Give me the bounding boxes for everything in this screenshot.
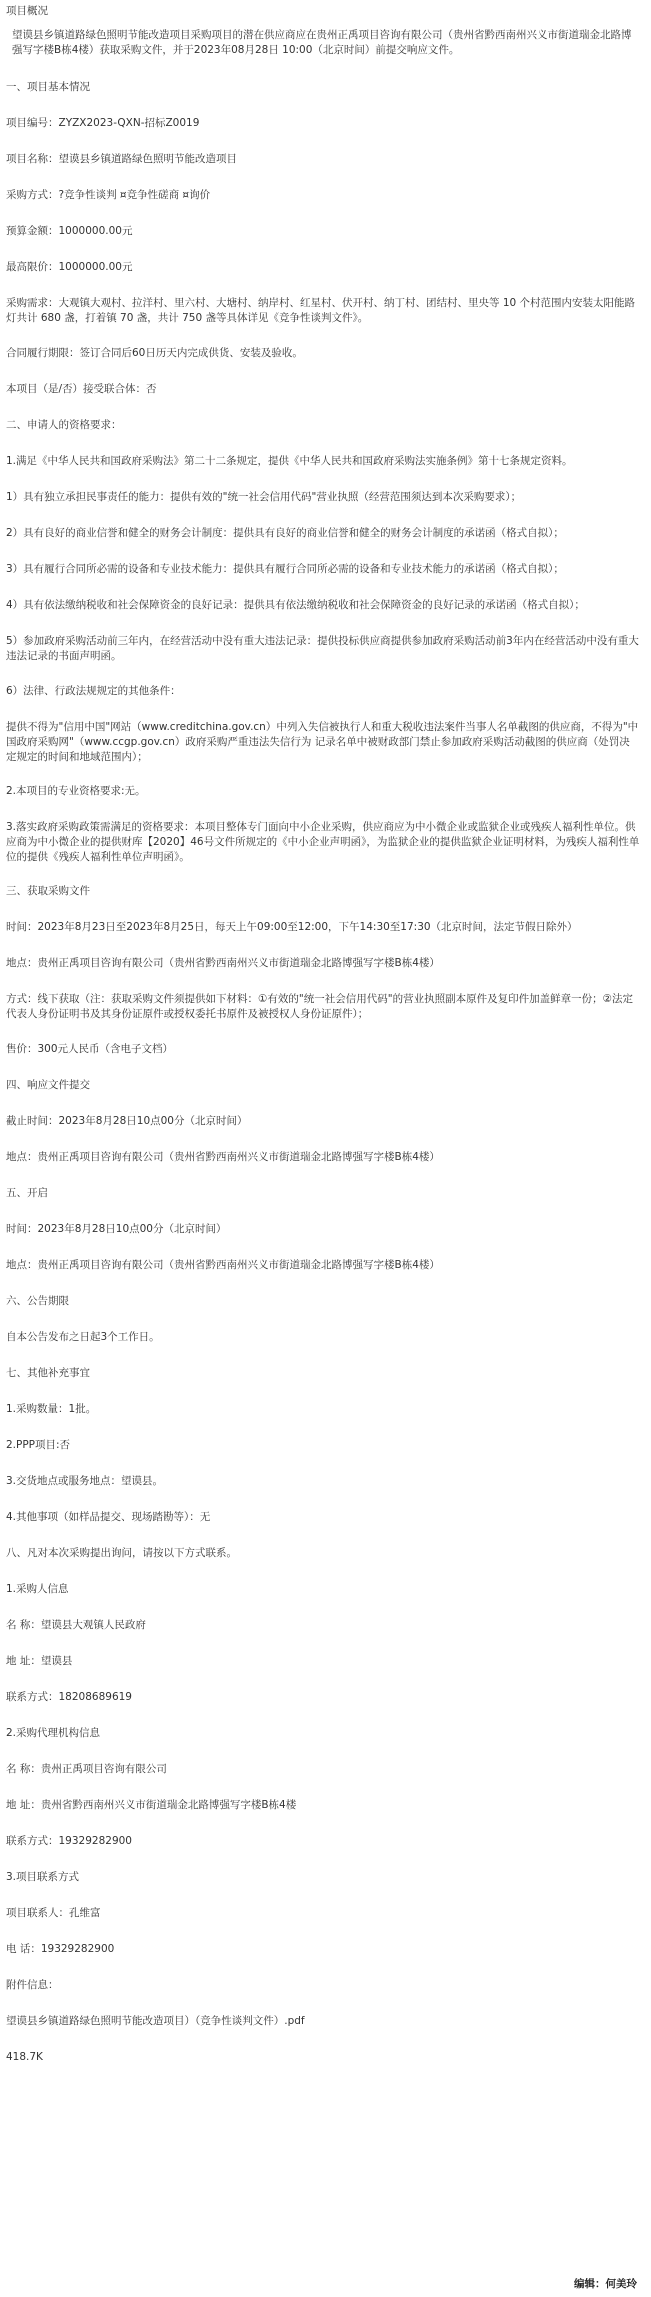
budget-amount: 预算金额：1000000.00元 [6, 225, 133, 237]
ppp-project: 2.PPP项目:否 [6, 1439, 71, 1451]
max-price: 最高限价：1000000.00元 [6, 261, 133, 273]
doc-title: 项目概况 [6, 5, 48, 17]
project-number: 项目编号：ZYZX2023-QXN-招标Z0019 [6, 117, 200, 129]
section-heading-8: 八、凡对本次采购提出询问，请按以下方式联系。 [6, 1547, 237, 1559]
agency-info-heading: 2.采购代理机构信息 [6, 1727, 101, 1739]
section-heading-7: 七、其他补充事宜 [6, 1367, 90, 1379]
qualification-1-5: 5）参加政府采购活动前三年内，在经营活动中没有重大违法记录：提供投标供应商提供参加政府采购活动前3年内在经营活动中没有重大违法记录的书面声明函。 [6, 635, 639, 663]
section-heading-1: 一、项目基本情况 [6, 81, 90, 93]
project-name: 项目名称：望谟县乡镇道路绿色照明节能改造项目 [6, 153, 237, 165]
qualification-1-6: 6）法律、行政法规规定的其他条件： [6, 685, 181, 697]
procurement-method: 采购方式：?竞争性谈判 ¤竞争性磋商 ¤询价 [6, 189, 211, 201]
purchaser-name: 名 称：望谟县大观镇人民政府 [6, 1619, 146, 1631]
attachment-size: 418.7K [6, 2051, 43, 2063]
project-contact-heading: 3.项目联系方式 [6, 1871, 80, 1883]
qualification-1: 1.满足《中华人民共和国政府采购法》第二十二条规定，提供《中华人民共和国政府采购法实施条例》第十七条规定资料。 [6, 455, 573, 467]
attachment-link[interactable]: 望谟县乡镇道路绿色照明节能改造项目）（竞争性谈判文件）.pdf [6, 2015, 305, 2027]
editor-credit [574, 2277, 637, 2292]
overview-paragraph: 望谟县乡镇道路绿色照明节能改造项目采购项目的潜在供应商应在贵州正禹项目咨询有限公司（贵州省黔西南州兴义市街道瑞金北路博强写字楼B栋4楼）获取采购文件，并于2023年08月28日 10:00（北京时间）前提交响应文件。 [12, 29, 632, 57]
opening-time: 时间：2023年8月28日10点00分（北京时间） [6, 1223, 227, 1235]
purchaser-address: 地 址：望谟县 [6, 1655, 73, 1667]
other-matters: 4.其他事项（如样品提交、现场踏勘等）：无 [6, 1511, 211, 1523]
qualification-1-3: 3）具有履行合同所必需的设备和专业技术能力：提供具有履行合同所必需的设备和专业技术能力的承诺函（格式自拟）； [6, 563, 564, 575]
document-time: 时间：2023年8月23日至2023年8月25日，每天上午09:00至12:00，下午14:30至17:30（北京时间，法定节假日除外） [6, 921, 578, 933]
section-heading-2: 二、申请人的资格要求： [6, 419, 122, 431]
document-location: 地点：贵州正禹项目咨询有限公司（贵州省黔西南州兴义市街道瑞金北路博强写字楼B栋4楼） [6, 957, 440, 969]
submission-deadline: 截止时间：2023年8月28日10点00分（北京时间） [6, 1115, 248, 1127]
editor-name: 何美玲 [605, 2278, 637, 2290]
purchaser-contact: 联系方式：18208689619 [6, 1691, 132, 1703]
document-price: 售价：300元人民币（含电子文档） [6, 1043, 174, 1055]
section-heading-4: 四、响应文件提交 [6, 1079, 90, 1091]
opening-location: 地点：贵州正禹项目咨询有限公司（贵州省黔西南州兴义市街道瑞金北路博强写字楼B栋4楼） [6, 1259, 440, 1271]
agency-name: 名 称：贵州正禹项目咨询有限公司 [6, 1763, 167, 1775]
consortium-accepted: 本项目（是/否）接受联合体：否 [6, 383, 157, 395]
editor-label: 编辑： [574, 2278, 606, 2290]
contract-period: 合同履行期限：签订合同后60日历天内完成供货、安装及验收。 [6, 347, 303, 359]
procurement-quantity: 1.采购数量：1批。 [6, 1403, 97, 1415]
attachment-heading: 附件信息： [6, 1979, 59, 1991]
section-heading-3: 三、获取采购文件 [6, 885, 90, 897]
submission-location: 地点：贵州正禹项目咨询有限公司（贵州省黔西南州兴义市街道瑞金北路博强写字楼B栋4楼） [6, 1151, 440, 1163]
agency-address: 地 址：贵州省黔西南州兴义市街道瑞金北路博强写字楼B栋4楼 [6, 1799, 297, 1811]
project-contact-person: 项目联系人：孔维富 [6, 1907, 101, 1919]
section-heading-5: 五、开启 [6, 1187, 48, 1199]
section-heading-6: 六、公告期限 [6, 1295, 69, 1307]
purchaser-info-heading: 1.采购人信息 [6, 1583, 69, 1595]
agency-contact: 联系方式：19329282900 [6, 1835, 132, 1847]
document-method: 方式：线下获取（注：获取采购文件须提供如下材料：①有效的"统一社会信用代码"的营业执照副本原件及复印件加盖鲜章一份；②法定代表人身份证明书及其身份证原件或授权委托书原件及被授权人身份证原件）； [6, 993, 633, 1021]
procurement-demand: 采购需求：大观镇大观村、拉洋村、里六村、大塘村、纳岸村、红星村、伏开村、纳丁村、团结村、里央等 10 个村范围内安装太阳能路灯共计 680 盏，打着镇 70 盏，共计 750 盏等具体详见《竞争性谈判文件》。 [6, 297, 636, 325]
qualification-1-1: 1）具有独立承担民事责任的能力：提供有效的"统一社会信用代码"营业执照（经营范围须达到本次采购要求）； [6, 491, 522, 503]
qualification-3: 3.落实政府采购政策需满足的资格要求：本项目整体专门面向中小企业采购，供应商应为中小微企业或监狱企业或残疾人福利性单位。供应商为中小微企业的提供财库【2020】46号文件所规定的《中小企业声明函》，为监狱企业的提供监狱企业证明材料，为残疾人福利性单位的提供《残疾人福利性单位声明函》。 [6, 821, 640, 864]
notice-period: 自本公告发布之日起3个工作日。 [6, 1331, 160, 1343]
qualification-1-4: 4）具有依法缴纳税收和社会保障资金的良好记录：提供具有依法缴纳税收和社会保障资金的良好记录的承诺函（格式自拟）； [6, 599, 585, 611]
delivery-location: 3.交货地点或服务地点：望谟县。 [6, 1475, 164, 1487]
project-contact-phone: 电 话：19329282900 [6, 1943, 115, 1955]
qualification-1-2: 2）具有良好的商业信誉和健全的财务会计制度：提供具有良好的商业信誉和健全的财务会计制度的承诺函（格式自拟）； [6, 527, 564, 539]
credit-requirement: 提供不得为"信用中国"网站（www.creditchina.gov.cn）中列入失信被执行人和重大税收违法案件当事人名单截图的供应商，不得为"中国政府采购网"（www.ccgp.gov.cn）政府采购严重违法失信行为 记录名单中被财政部门禁止参加政府采购活动截图的供应商（处罚决定规定的时间和地域范围内）； [6, 721, 639, 764]
qualification-2: 2.本项目的专业资格要求:无。 [6, 785, 146, 797]
